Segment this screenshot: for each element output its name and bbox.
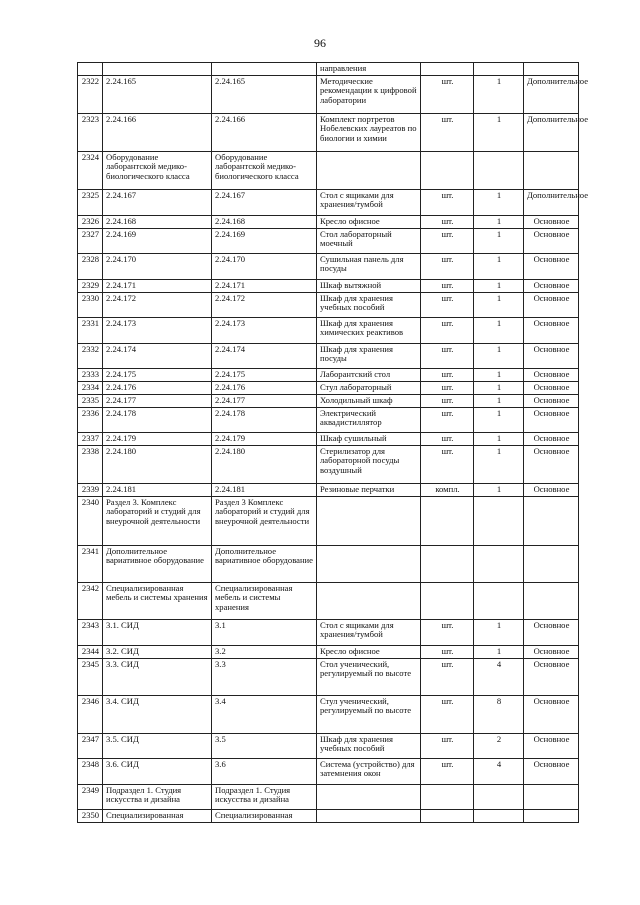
unit-cell: шт. [421,368,474,381]
type-cell: Основное [524,645,579,658]
table-row [78,253,579,279]
item-name: Стол с ящиками для хранения/тумбой [317,189,421,215]
row-number: 2338 [78,445,103,483]
item-name: Сушильная панель для посуды [317,253,421,279]
row-number: 2340 [78,496,103,545]
item-name [317,545,421,582]
type-cell: Основное [524,368,579,381]
row-number: 2346 [78,695,103,733]
row-number: 2328 [78,253,103,279]
table-row [78,695,579,733]
row-number: 2332 [78,343,103,368]
quantity-cell: 4 [474,758,524,784]
code-cell: 2.24.174 [103,343,212,368]
type-cell: Основное [524,394,579,407]
item-name: Лаборантский стол [317,368,421,381]
type-cell [524,545,579,582]
quantity-cell: 1 [474,279,524,292]
item-name [317,496,421,545]
table-row [78,445,579,483]
table-row [78,645,579,658]
code-cell: 2.24.174 [212,343,317,368]
item-name [317,582,421,619]
table-row [78,758,579,784]
unit-cell: шт. [421,253,474,279]
code-cell: 2.24.179 [103,432,212,445]
type-cell: Основное [524,343,579,368]
quantity-cell [474,784,524,809]
code-cell: 3.5. СИД [103,733,212,758]
code-cell: 3.4 [212,695,317,733]
code-cell: 2.24.177 [103,394,212,407]
unit-cell [421,151,474,189]
code-cell: 2.24.170 [212,253,317,279]
code-cell: 2.24.176 [103,381,212,394]
code-cell: 2.24.175 [212,368,317,381]
unit-cell: шт. [421,432,474,445]
item-name: Холодильный шкаф [317,394,421,407]
code-cell: 2.24.175 [103,368,212,381]
item-name: Шкаф для хранения учебных пособий [317,292,421,317]
item-name: Шкаф вытяжной [317,279,421,292]
unit-cell [421,582,474,619]
type-cell: Основное [524,619,579,645]
code-cell: Дополнительное вариативное оборудование [103,545,212,582]
quantity-cell: 1 [474,381,524,394]
type-cell: Дополнительное [524,113,579,151]
code-cell: 2.24.169 [212,228,317,253]
row-number: 2348 [78,758,103,784]
quantity-cell [474,545,524,582]
item-name: Стул лабораторный [317,381,421,394]
type-cell: Основное [524,758,579,784]
table-row [78,545,579,582]
code-cell: 2.24.168 [103,215,212,228]
unit-cell: шт. [421,733,474,758]
quantity-cell: 1 [474,483,524,496]
item-name: Методические рекомендации к цифровой лаборатории [317,75,421,113]
type-cell: Основное [524,733,579,758]
code-cell: 2.24.181 [212,483,317,496]
unit-cell: шт. [421,695,474,733]
quantity-cell: 1 [474,292,524,317]
code-cell [103,63,212,76]
code-cell: 2.24.165 [212,75,317,113]
unit-cell: шт. [421,279,474,292]
quantity-cell: 1 [474,394,524,407]
table-row [78,63,579,76]
code-cell: 2.24.171 [103,279,212,292]
unit-cell: шт. [421,215,474,228]
code-cell: Подраздел 1. Студия искусства и дизайна [103,784,212,809]
code-cell: 3.2 [212,645,317,658]
type-cell [524,784,579,809]
unit-cell [421,545,474,582]
quantity-cell [474,582,524,619]
item-name: Стул ученический, регулируемый по высоте [317,695,421,733]
row-number: 2345 [78,658,103,695]
unit-cell: шт. [421,658,474,695]
type-cell: Основное [524,658,579,695]
code-cell: 2.24.173 [103,317,212,343]
item-name: Шкаф сушильный [317,432,421,445]
type-cell: Основное [524,407,579,432]
unit-cell [421,496,474,545]
type-cell: Основное [524,279,579,292]
type-cell: Дополнительное [524,75,579,113]
row-number: 2341 [78,545,103,582]
code-cell: 2.24.167 [103,189,212,215]
code-cell: 2.24.172 [103,292,212,317]
row-number: 2347 [78,733,103,758]
code-cell: 2.24.172 [212,292,317,317]
code-cell: 3.6 [212,758,317,784]
table-row [78,279,579,292]
quantity-cell: 1 [474,189,524,215]
table-row [78,394,579,407]
quantity-cell: 1 [474,407,524,432]
item-name: Стол лабораторный моечный [317,228,421,253]
code-cell: 2.24.177 [212,394,317,407]
unit-cell: компл. [421,483,474,496]
code-cell: 3.1. СИД [103,619,212,645]
type-cell: Основное [524,292,579,317]
code-cell: 2.24.180 [103,445,212,483]
item-name: Шкаф для хранения посуды [317,343,421,368]
row-number: 2330 [78,292,103,317]
row-number: 2343 [78,619,103,645]
type-cell: Основное [524,445,579,483]
table-row [78,809,579,822]
item-name: Комплект портретов Нобелевских лауреатов по биологии и химии [317,113,421,151]
item-name: Кресло офисное [317,215,421,228]
row-number: 2333 [78,368,103,381]
row-number: 2327 [78,228,103,253]
type-cell: Основное [524,215,579,228]
code-cell: 2.24.179 [212,432,317,445]
code-cell: 2.24.169 [103,228,212,253]
table-row [78,483,579,496]
row-number: 2342 [78,582,103,619]
row-number: 2335 [78,394,103,407]
unit-cell: шт. [421,317,474,343]
item-name: Стол ученический, регулируемый по высоте [317,658,421,695]
item-name [317,809,421,822]
quantity-cell: 1 [474,445,524,483]
unit-cell: шт. [421,407,474,432]
quantity-cell [474,63,524,76]
code-cell: 2.24.168 [212,215,317,228]
table-row [78,113,579,151]
table-row [78,75,579,113]
code-cell: Раздел 3 Комплекс лабораторий и студий для внеурочной деятельности [212,496,317,545]
code-cell: 2.24.170 [103,253,212,279]
quantity-cell: 1 [474,253,524,279]
table-row [78,619,579,645]
code-cell: 2.24.178 [103,407,212,432]
table-row [78,784,579,809]
code-cell: Специализированная мебель и системы хранения [103,582,212,619]
row-number: 2336 [78,407,103,432]
unit-cell: шт. [421,189,474,215]
quantity-cell [474,496,524,545]
type-cell [524,496,579,545]
code-cell: 2.24.166 [103,113,212,151]
code-cell: 2.24.171 [212,279,317,292]
code-cell: 2.24.181 [103,483,212,496]
table-row [78,407,579,432]
unit-cell: шт. [421,445,474,483]
quantity-cell: 1 [474,645,524,658]
code-cell: Оборудование лаборантской медико-биологического класса [103,151,212,189]
code-cell: 3.4. СИД [103,695,212,733]
table-row [78,658,579,695]
code-cell: 3.6. СИД [103,758,212,784]
table-row [78,343,579,368]
code-cell: Подраздел 1. Студия искусства и дизайна [212,784,317,809]
code-cell: Специализированная мебель и системы хранения [212,582,317,619]
quantity-cell: 1 [474,75,524,113]
code-cell: 2.24.173 [212,317,317,343]
unit-cell: шт. [421,645,474,658]
code-cell: 3.1 [212,619,317,645]
quantity-cell [474,809,524,822]
item-name: Стол с ящиками для хранения/тумбой [317,619,421,645]
quantity-cell [474,151,524,189]
unit-cell: шт. [421,292,474,317]
quantity-cell: 1 [474,215,524,228]
table-row [78,432,579,445]
type-cell [524,809,579,822]
code-cell: Дополнительное вариативное оборудование [212,545,317,582]
table-row [78,368,579,381]
table-row [78,381,579,394]
table-row [78,189,579,215]
row-number: 2334 [78,381,103,394]
table-row [78,733,579,758]
code-cell: Специализированная [103,809,212,822]
row-number: 2326 [78,215,103,228]
row-number: 2344 [78,645,103,658]
type-cell: Основное [524,483,579,496]
table-row [78,151,579,189]
item-name: направления [317,63,421,76]
quantity-cell: 1 [474,113,524,151]
item-name [317,151,421,189]
type-cell [524,582,579,619]
quantity-cell: 2 [474,733,524,758]
table-body [78,63,589,823]
quantity-cell: 1 [474,368,524,381]
table-row [78,317,579,343]
code-cell: Раздел 3. Комплекс лабораторий и студий для внеурочной деятельности [103,496,212,545]
item-name: Кресло офисное [317,645,421,658]
unit-cell: шт. [421,228,474,253]
unit-cell [421,63,474,76]
row-number: 2337 [78,432,103,445]
item-name: Электрический аквадистиллятор [317,407,421,432]
unit-cell [421,784,474,809]
code-cell: Оборудование лаборантской медико-биологического класса [212,151,317,189]
table-row [78,292,579,317]
unit-cell: шт. [421,381,474,394]
quantity-cell: 1 [474,317,524,343]
quantity-cell: 1 [474,432,524,445]
type-cell: Основное [524,228,579,253]
unit-cell: шт. [421,75,474,113]
item-name: Шкаф для хранения химических реактивов [317,317,421,343]
page-number: 96 [314,36,326,50]
code-cell: 2.24.176 [212,381,317,394]
type-cell [524,151,579,189]
row-number: 2329 [78,279,103,292]
code-cell: 3.2. СИД [103,645,212,658]
type-cell: Основное [524,695,579,733]
quantity-cell: 1 [474,228,524,253]
row-number [78,63,103,76]
table-row [78,228,579,253]
item-name [317,784,421,809]
table-row [78,215,579,228]
quantity-cell: 1 [474,619,524,645]
unit-cell: шт. [421,113,474,151]
row-number: 2339 [78,483,103,496]
row-number: 2350 [78,809,103,822]
unit-cell: шт. [421,619,474,645]
type-cell: Дополнительное [524,189,579,215]
equipment-table [77,62,589,823]
code-cell: 2.24.167 [212,189,317,215]
row-number: 2324 [78,151,103,189]
code-cell: 3.3. СИД [103,658,212,695]
type-cell [524,63,579,76]
unit-cell [421,809,474,822]
code-cell: 2.24.178 [212,407,317,432]
unit-cell: шт. [421,343,474,368]
code-cell [212,63,317,76]
row-number: 2331 [78,317,103,343]
type-cell: Основное [524,317,579,343]
row-number: 2323 [78,113,103,151]
type-cell: Основное [524,253,579,279]
quantity-cell: 8 [474,695,524,733]
row-number: 2325 [78,189,103,215]
item-name: Резиновые перчатки [317,483,421,496]
unit-cell: шт. [421,394,474,407]
item-name: Система (устройство) для затемнения окон [317,758,421,784]
row-number: 2322 [78,75,103,113]
code-cell: 3.5 [212,733,317,758]
code-cell: 2.24.180 [212,445,317,483]
item-name: Шкаф для хранения учебных пособий [317,733,421,758]
item-name: Стерилизатор для лабораторной посуды воздушный [317,445,421,483]
type-cell: Основное [524,432,579,445]
type-cell: Основное [524,381,579,394]
code-cell: 3.3 [212,658,317,695]
code-cell: 2.24.165 [103,75,212,113]
code-cell: Специализированная [212,809,317,822]
quantity-cell: 1 [474,343,524,368]
table-row [78,496,579,545]
table-row [78,582,579,619]
code-cell: 2.24.166 [212,113,317,151]
row-number: 2349 [78,784,103,809]
unit-cell: шт. [421,758,474,784]
quantity-cell: 4 [474,658,524,695]
